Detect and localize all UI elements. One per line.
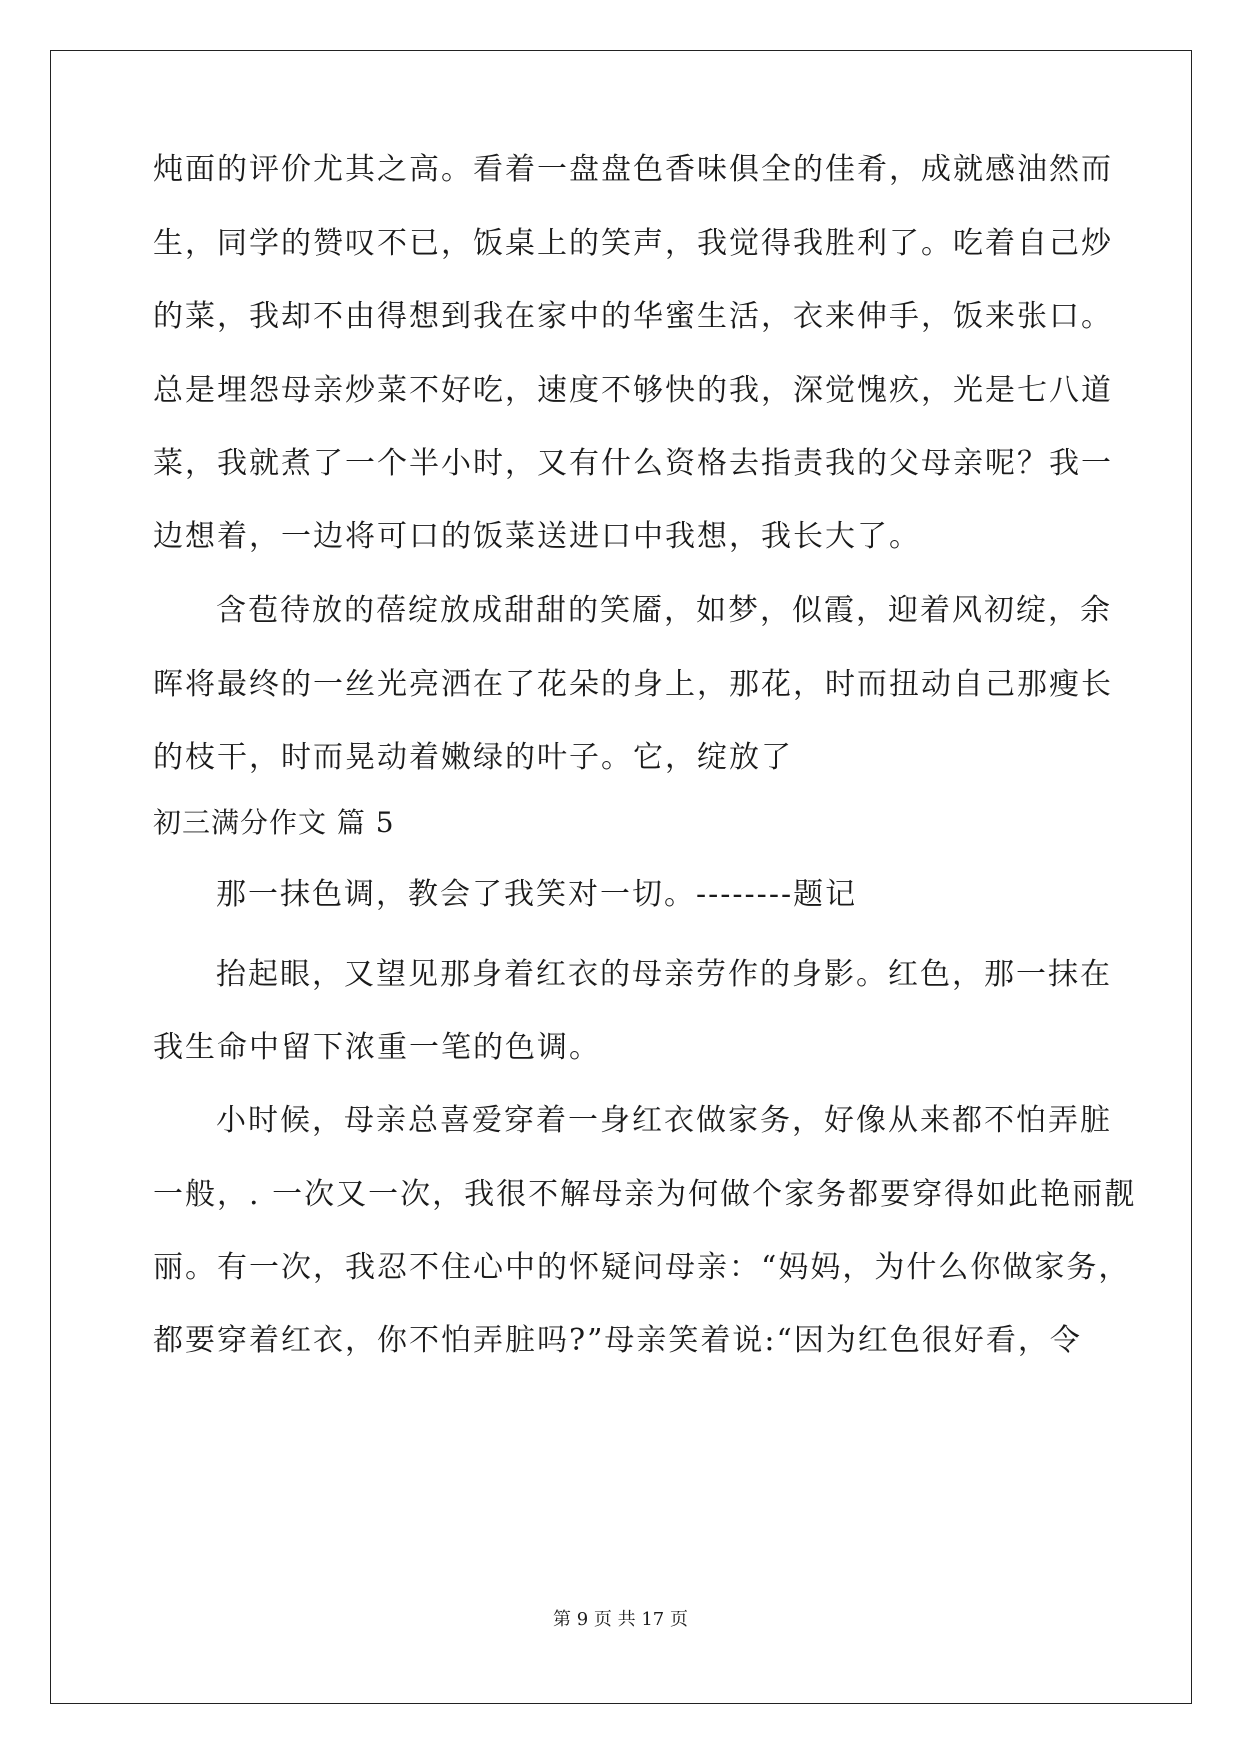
paragraph-line: 那一抹色调，教会了我笑对一切。--------题记 <box>216 877 858 912</box>
section-heading: 初三满分作文 篇 5 <box>153 806 395 839</box>
paragraph-line: 丽。有一次，我忍不住心中的怀疑问母亲：“妈妈，为什么你做家务， <box>153 1250 1131 1285</box>
page-footer: 第 9 页 共 17 页 <box>553 1609 688 1630</box>
paragraph-line: 抬起眼，又望见那身着红衣的母亲劳作的身影。红色，那一抹在 <box>216 957 1112 992</box>
paragraph-line: 总是埋怨母亲炒菜不好吃，速度不够快的我，深觉愧疚，光是七八道 <box>153 373 1113 408</box>
paragraph-line: 晖将最终的一丝光亮洒在了花朵的身上，那花，时而扭动自己那瘦长 <box>153 667 1113 702</box>
paragraph-line: 一般，. 一次又一次，我很不解母亲为何做个家务都要穿得如此艳丽靓 <box>153 1177 1137 1212</box>
paragraph-line: 小时候，母亲总喜爱穿着一身红衣做家务，好像从来都不怕弄脏 <box>216 1103 1112 1138</box>
paragraph-line: 都要穿着红衣，你不怕弄脏吗?”母亲笑着说:“因为红色很好看，令 <box>153 1323 1082 1358</box>
paragraph-line: 我生命中留下浓重一笔的色调。 <box>153 1030 601 1065</box>
paragraph-line: 含苞待放的蓓绽放成甜甜的笑靥，如梦，似霞，迎着风初绽，余 <box>216 593 1112 628</box>
paragraph-line: 生，同学的赞叹不已，饭桌上的笑声，我觉得我胜利了。吃着自己炒 <box>153 226 1113 261</box>
paragraph-line: 炖面的评价尤其之高。看着一盘盘色香味俱全的佳肴，成就感油然而 <box>153 152 1113 187</box>
paragraph-line: 边想着，一边将可口的饭菜送进口中我想，我长大了。 <box>153 519 921 554</box>
paragraph-line: 菜，我就煮了一个半小时，又有什么资格去指责我的父母亲呢？我一 <box>153 446 1113 481</box>
paragraph-line: 的菜，我却不由得想到我在家中的华蜜生活，衣来伸手，饭来张口。 <box>153 299 1113 334</box>
paragraph-line: 的枝干，时而晃动着嫩绿的叶子。它，绽放了 <box>153 740 793 775</box>
